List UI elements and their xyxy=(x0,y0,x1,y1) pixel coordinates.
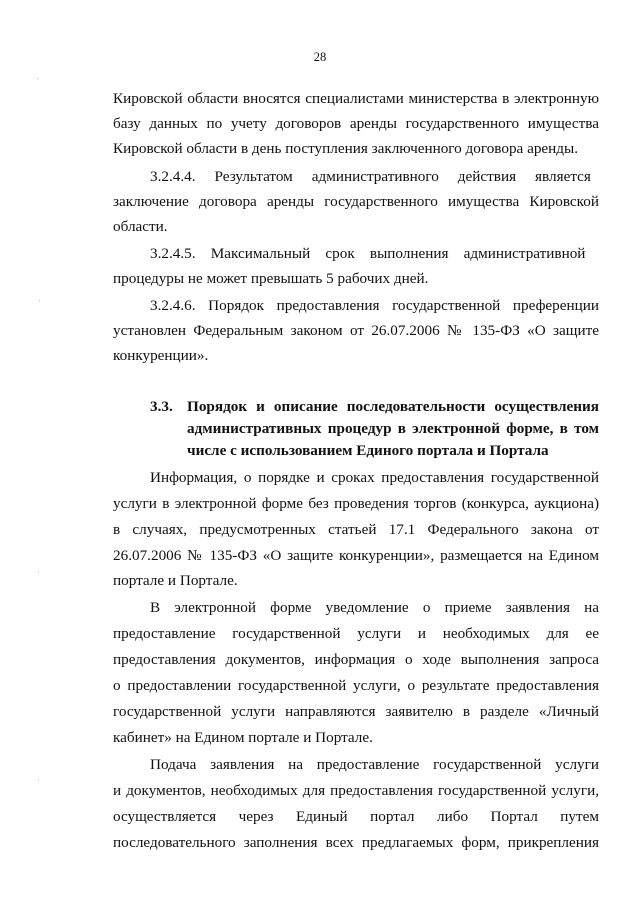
section-number: 3.3. xyxy=(150,398,173,415)
text-line: кабинет» на Едином портале и Портале. xyxy=(113,729,373,746)
text-line: заключение договора аренды государственного имущества Кировской xyxy=(113,193,599,210)
scan-speck xyxy=(37,78,38,79)
scan-speck xyxy=(38,571,39,572)
text-line: 3.2.4.4. Результатом административного действия является xyxy=(150,168,591,185)
text-line: 3.2.4.6. Порядок предоставления государственной преференции xyxy=(150,297,599,314)
text-line: В электронной форме уведомление о приеме заявления на xyxy=(150,599,599,616)
section-heading-line: административных процедур в электронной форме, в том xyxy=(187,420,599,437)
text-line: Подача заявления на предоставление государственной услуги xyxy=(150,756,599,773)
text-line: базу данных по учету договоров аренды государственного имущества xyxy=(113,115,599,132)
text-line: процедуры не может превышать 5 рабочих дней. xyxy=(113,270,429,287)
text-line: в случаях, предусмотренных статьей 17.1 Федерального закона от xyxy=(113,521,599,538)
page-number: 28 xyxy=(313,50,327,64)
text-line: государственной услуги направляются заявителю в разделе «Личный xyxy=(113,703,599,720)
text-line: области. xyxy=(113,218,168,235)
text-line: конкуренции». xyxy=(113,347,209,364)
section-heading-line: Порядок и описание последовательности осуществления xyxy=(187,398,599,415)
text-line: о предоставлении государственной услуги, о результате предоставления xyxy=(113,677,599,694)
text-line: предоставления документов, информация о ходе выполнения запроса xyxy=(113,651,599,668)
text-line: 26.07.2006 № 135-ФЗ «О защите конкуренции», размещается на Едином xyxy=(113,547,599,564)
text-line: и документов, необходимых для предоставления государственной услуги, xyxy=(113,782,599,799)
text-line: осуществляется через Единый портал либо Портал путем xyxy=(113,808,599,825)
scan-speck xyxy=(38,780,39,781)
scan-speck xyxy=(39,300,40,301)
text-line: 3.2.4.5. Максимальный срок выполнения административной xyxy=(150,245,586,262)
text-line: последовательного заполнения всех предлагаемых форм, прикрепления xyxy=(113,834,599,851)
text-line: предоставление государственной услуги и необходимых для ее xyxy=(113,625,599,642)
text-line: Информация, о порядке и сроках предоставления государственной xyxy=(150,469,599,486)
text-line: услуги в электронной форме без проведения торгов (конкурса, аукциона) xyxy=(113,495,599,512)
text-line: установлен Федеральным законом от 26.07.2006 № 135-ФЗ «О защите xyxy=(113,322,599,339)
text-line: Кировской области вносятся специалистами министерства в электронную xyxy=(113,90,599,107)
text-line: Кировской области в день поступления заключенного договора аренды. xyxy=(113,140,579,157)
text-line: портале и Портале. xyxy=(113,572,238,589)
section-heading-line: числе с использованием Единого портала и Портала xyxy=(187,442,549,459)
